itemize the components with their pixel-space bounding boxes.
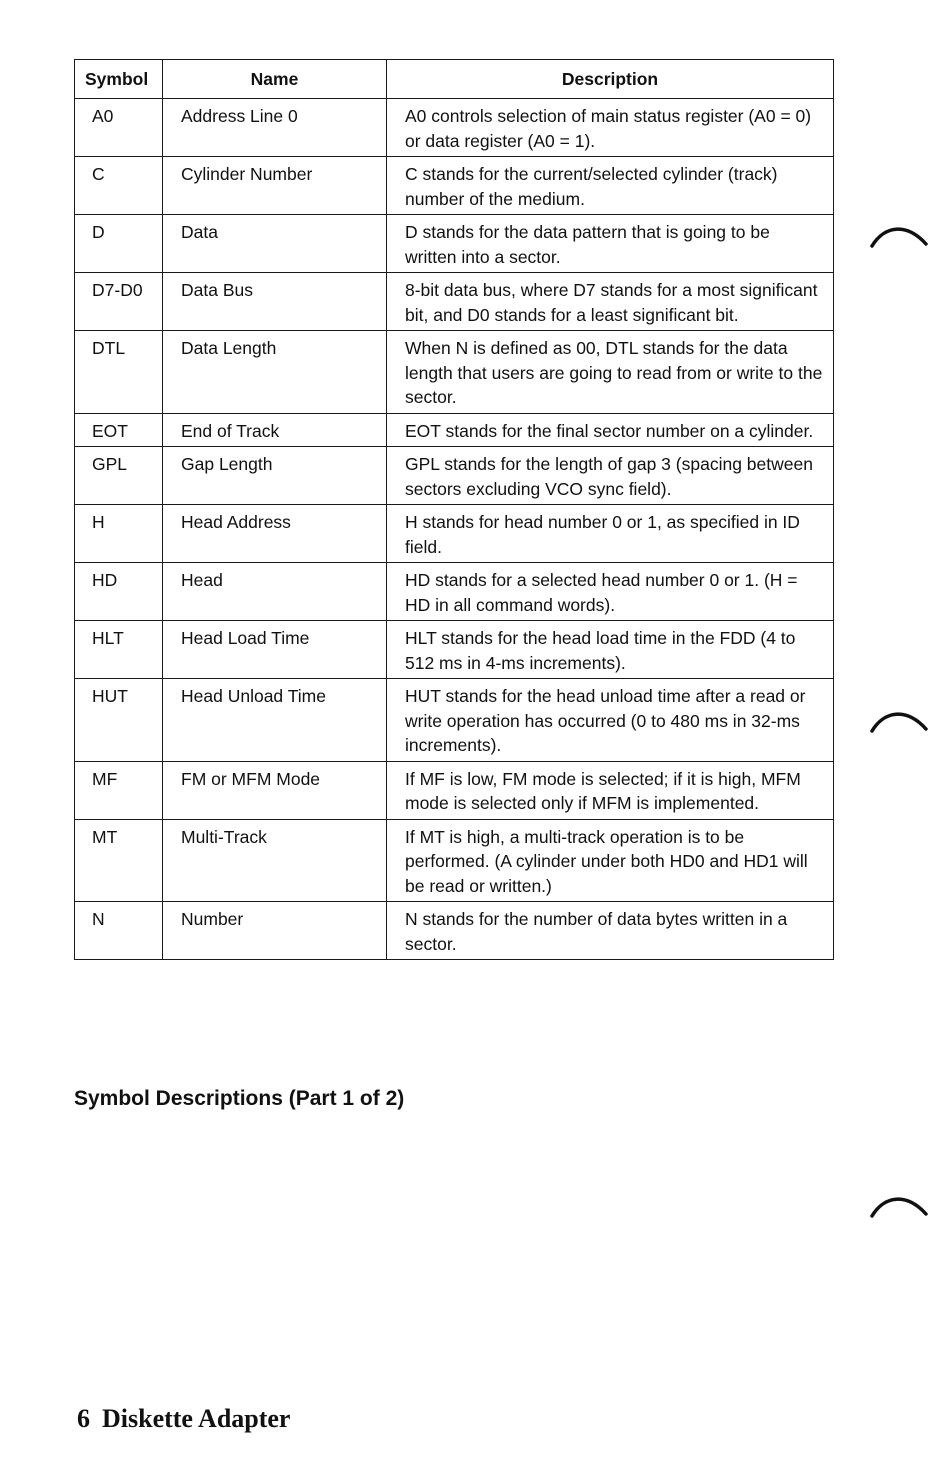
name-cell: Address Line 0	[163, 99, 387, 157]
symbol-cell: HUT	[75, 679, 163, 762]
symbol-cell: C	[75, 157, 163, 215]
symbol-cell: GPL	[75, 447, 163, 505]
table-row	[75, 902, 834, 960]
symbol-cell: HD	[75, 563, 163, 621]
symbol-cell: MT	[75, 819, 163, 902]
table-row	[75, 157, 834, 215]
description-cell: 8-bit data bus, where D7 stands for a most significant bit, and D0 stands for a least significant bit.	[387, 273, 834, 331]
description-cell: HD stands for a selected head number 0 or 1. (H = HD in all command words).	[387, 563, 834, 621]
description-cell: EOT stands for the final sector number on a cylinder.	[387, 413, 834, 447]
binder-hole-arc-icon	[870, 222, 928, 248]
header-symbol: Symbol	[75, 60, 163, 99]
symbol-cell: H	[75, 505, 163, 563]
symbol-cell: DTL	[75, 331, 163, 414]
table-header-row	[75, 60, 834, 99]
table-row	[75, 761, 834, 819]
name-cell: Cylinder Number	[163, 157, 387, 215]
name-cell: Head Load Time	[163, 621, 387, 679]
symbol-cell: D7-D0	[75, 273, 163, 331]
table-body	[75, 99, 834, 960]
description-cell: GPL stands for the length of gap 3 (spacing between sectors excluding VCO sync field).	[387, 447, 834, 505]
symbol-cell: D	[75, 215, 163, 273]
table-row	[75, 563, 834, 621]
description-cell: HLT stands for the head load time in the FDD (4 to 512 ms in 4-ms increments).	[387, 621, 834, 679]
binder-hole-arc-icon	[870, 707, 928, 733]
description-cell: If MT is high, a multi-track operation is to be performed. (A cylinder under both HD0 and HD1 will be read or written.)	[387, 819, 834, 902]
table-row	[75, 99, 834, 157]
description-cell: D stands for the data pattern that is going to be written into a sector.	[387, 215, 834, 273]
name-cell: Head	[163, 563, 387, 621]
page-footer	[77, 1404, 290, 1434]
symbol-cell: N	[75, 902, 163, 960]
name-cell: End of Track	[163, 413, 387, 447]
name-cell: Gap Length	[163, 447, 387, 505]
name-cell: Number	[163, 902, 387, 960]
table-caption: Symbol Descriptions (Part 1 of 2)	[74, 1087, 405, 1110]
binder-hole-arc-icon	[870, 1192, 928, 1218]
table-row	[75, 447, 834, 505]
table-row	[75, 413, 834, 447]
symbol-cell: MF	[75, 761, 163, 819]
description-cell: A0 controls selection of main status register (A0 = 0) or data register (A0 = 1).	[387, 99, 834, 157]
description-cell: If MF is low, FM mode is selected; if it is high, MFM mode is selected only if MFM is implemented.	[387, 761, 834, 819]
name-cell: Data Bus	[163, 273, 387, 331]
table-row	[75, 679, 834, 762]
table-row	[75, 505, 834, 563]
symbol-cell: HLT	[75, 621, 163, 679]
page-number: 6	[77, 1404, 90, 1433]
table-row	[75, 331, 834, 414]
name-cell: Head Address	[163, 505, 387, 563]
description-cell: N stands for the number of data bytes written in a sector.	[387, 902, 834, 960]
name-cell: Multi-Track	[163, 819, 387, 902]
name-cell: Data	[163, 215, 387, 273]
description-cell: H stands for head number 0 or 1, as specified in ID field.	[387, 505, 834, 563]
symbol-descriptions-table	[74, 59, 834, 960]
table-row	[75, 273, 834, 331]
description-cell: HUT stands for the head unload time after a read or write operation has occurred (0 to 480 ms in 32-ms increments).	[387, 679, 834, 762]
symbol-cell: A0	[75, 99, 163, 157]
header-description: Description	[387, 60, 834, 99]
name-cell: Head Unload Time	[163, 679, 387, 762]
name-cell: Data Length	[163, 331, 387, 414]
table-row	[75, 215, 834, 273]
table-row	[75, 819, 834, 902]
description-cell: When N is defined as 00, DTL stands for the data length that users are going to read from or write to the sector.	[387, 331, 834, 414]
name-cell: FM or MFM Mode	[163, 761, 387, 819]
header-name: Name	[163, 60, 387, 99]
section-title: Diskette Adapter	[102, 1404, 291, 1433]
description-cell: C stands for the current/selected cylinder (track) number of the medium.	[387, 157, 834, 215]
table-row	[75, 621, 834, 679]
symbol-cell: EOT	[75, 413, 163, 447]
